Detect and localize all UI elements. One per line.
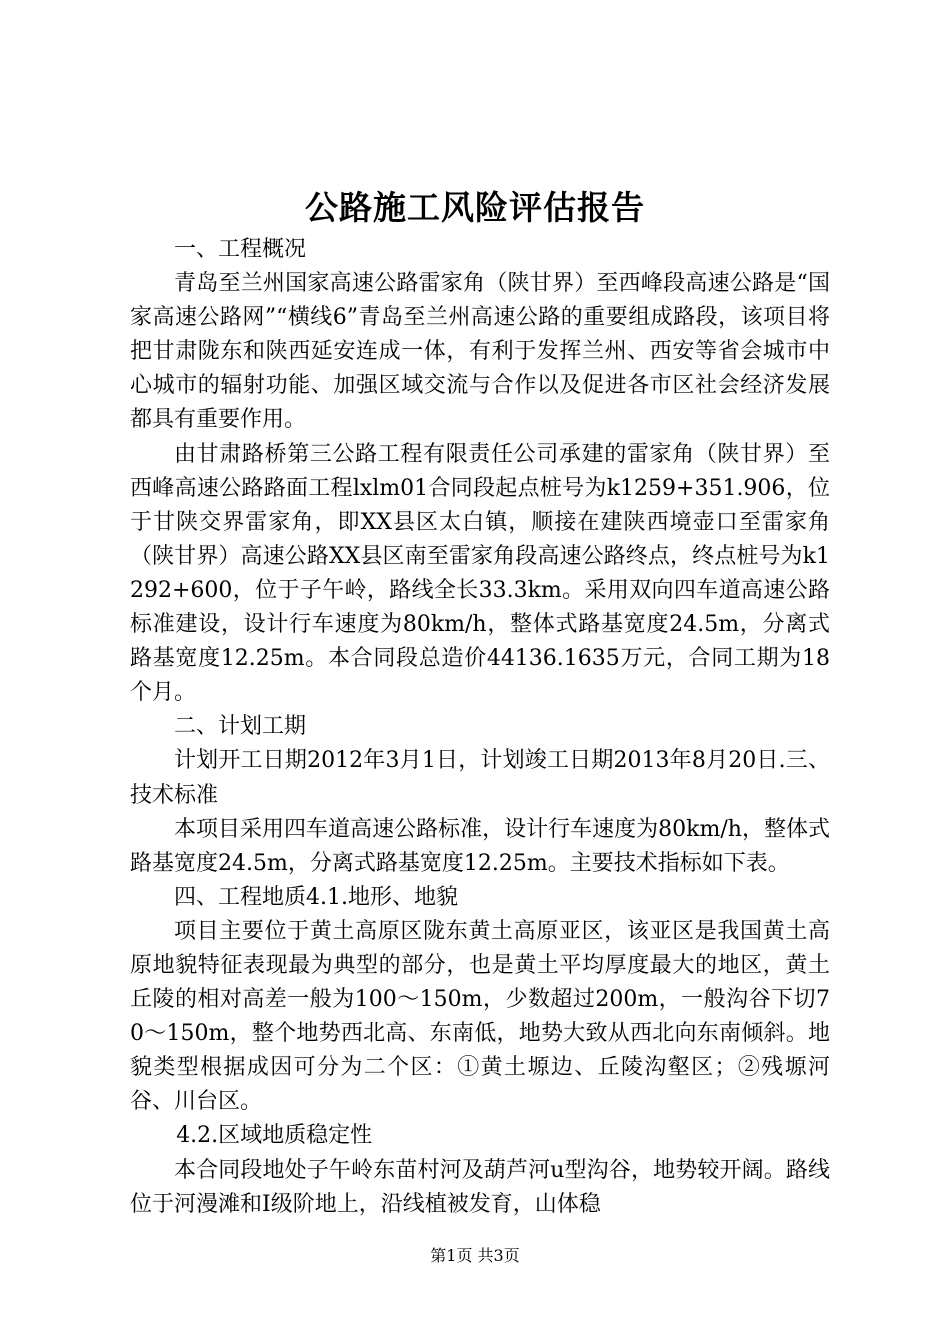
paragraph-overview-1: 青岛至兰州国家高速公路雷家角（陕甘界）至西峰段高速公路是“国家高速公路网”“横线6”青岛至兰州高速公路的重要组成路段，该项目将把甘肃陇东和陕西延安连成一体，有利于发挥兰州、西安等省会城市中心城市的辐射功能、加强区域交流与合作以及促进各市区社会经济发展都具有重要作用。 xyxy=(130,271,830,433)
section-heading-schedule: 二、计划工期 xyxy=(174,714,307,740)
paragraph-overview-2: 由甘肃路桥第三公路工程有限责任公司承建的雷家角（陕甘界）至西峰高速公路路面工程lxlm01合同段起点桩号为k1259+351.906，位于甘陕交界雷家角，即XX县区太白镇，顺接在建陕西境壶口至雷家角（陕甘界）高速公路XX县区南至雷家角段高速公路终点，终点桩号为k1292+600，位于子午岭，路线全长33.3km。采用双向四车道高速公路标准建设，设计行车速度为80km/h，整体式路基宽度24.5m，分离式路基宽度12.25m。本合同段总造价44136.1635万元，合同工期为18个月。 xyxy=(130,441,830,706)
paragraph-terrain: 项目主要位于黄土高原区陇东黄土高原亚区，该亚区是我国黄土高原地貌特征表现最为典型的部分，也是黄土平均厚度最大的地区，黄土丘陵的相对高差一般为100～150m，少数超过200m，一般沟谷下切70～150m，整个地势西北高、东南低，地势大致从西北向东南倾斜。地貌类型根据成因可分为二个区：①黄土塬边、丘陵沟壑区；②残塬河谷、川台区。 xyxy=(130,918,830,1115)
document-title: 公路施工风险评估报告 xyxy=(305,188,645,227)
section-heading-overview: 一、工程概况 xyxy=(174,237,307,262)
subsection-heading-stability: 4.2.区域地质稳定性 xyxy=(176,1123,373,1149)
section-heading-geology: 四、工程地质4.1.地形、地貌 xyxy=(174,884,458,910)
paragraph-stability: 本合同段地处子午岭东苗村河及葫芦河u型沟谷，地势较开阔。路线位于河漫滩和Ⅰ级阶地上，沿线植被发育，山体稳 xyxy=(130,1157,830,1217)
document-body xyxy=(130,233,830,1222)
paragraph-technical-standard: 本项目采用四车道高速公路标准，设计行车速度为80km/h，整体式路基宽度24.5m，分离式路基宽度12.25m。主要技术指标如下表。 xyxy=(130,816,830,876)
paragraph-schedule: 计划开工日期2012年3月1日，计划竣工日期2013年8月20日.三、技术标准 xyxy=(130,748,830,808)
page-number: 第1页 共3页 xyxy=(430,1246,520,1265)
